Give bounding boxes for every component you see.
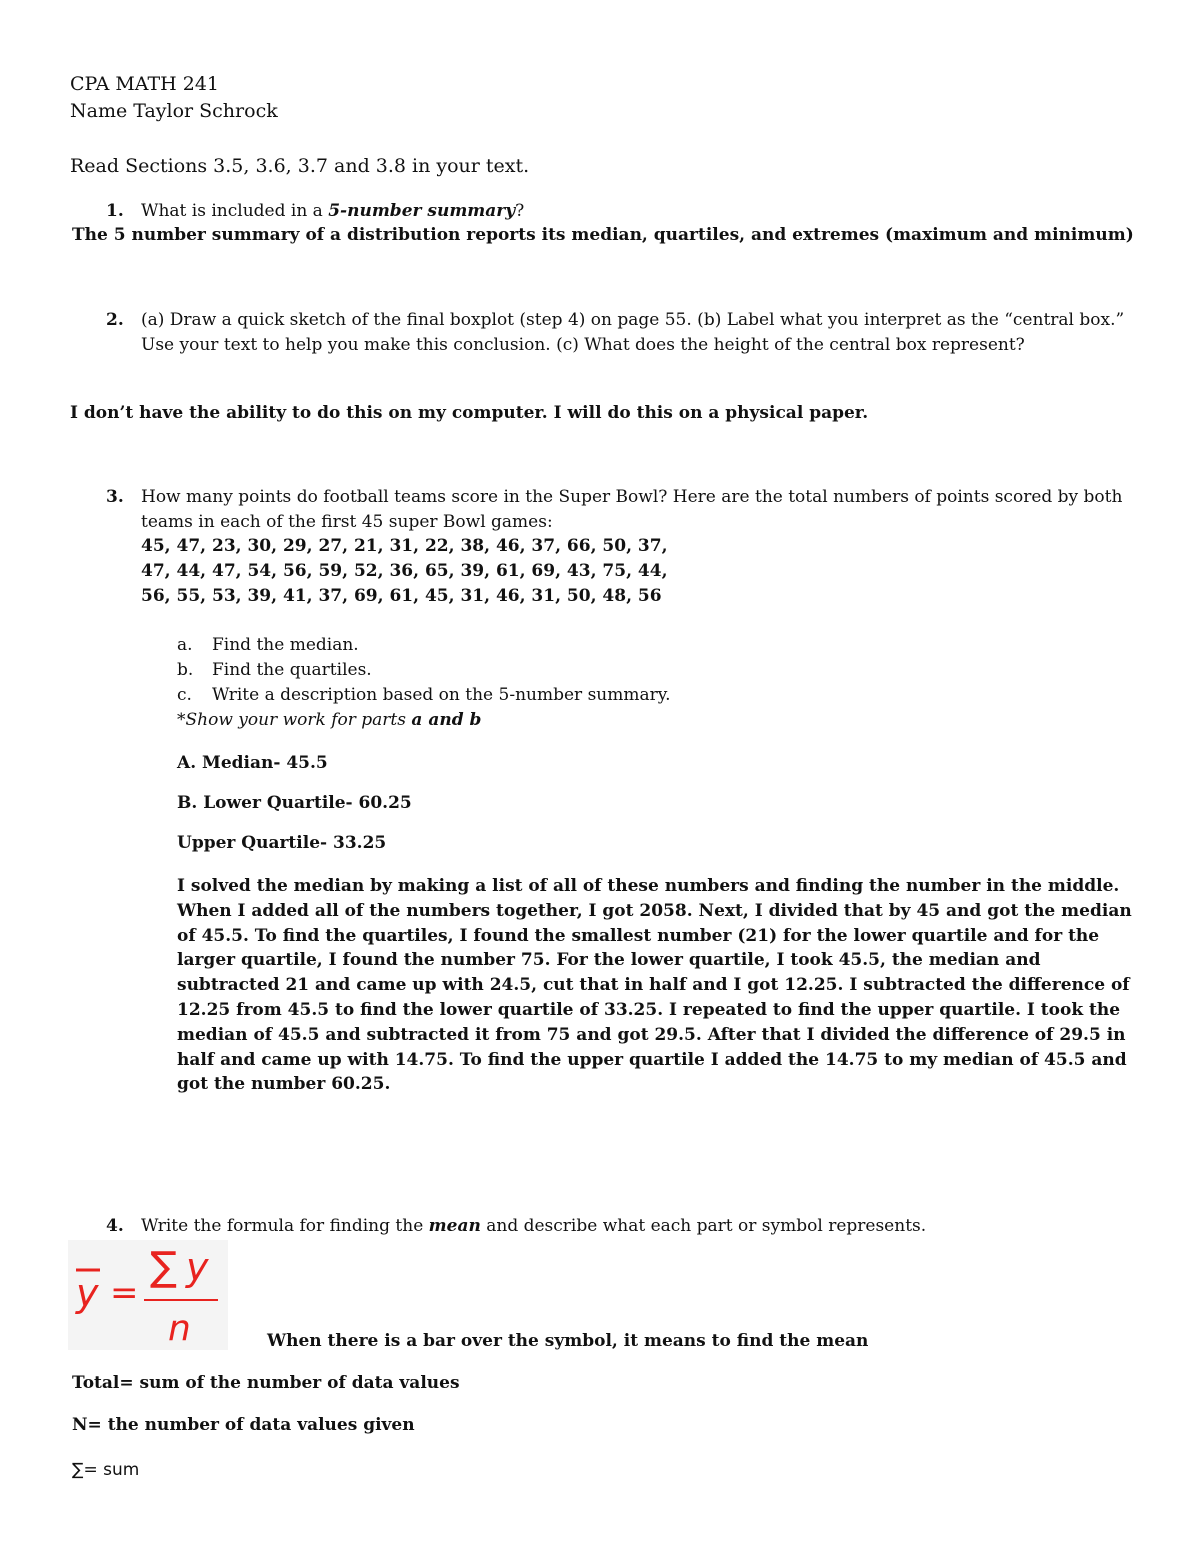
bar-note: When there is a bar over the symbol, it means to find the mean bbox=[267, 1331, 869, 1351]
work-explanation: I solved the median by making a list of all of these numbers and finding the number in the middle. When I added all of the numbers together, I got 2058. Next, I divided that by 45 and got the median of 45.5. To find the quartiles, I found the smallest number (21) for the lower quartile and for the larger quartile, I found the number 75. For the lower quartile, I took 45.5, the median and subtracted 21 and came up with 24.5, cut that in half and I got 12.25. I subtracted the difference of 12.25 from 45.5 to find the lower quartile of 33.25. I repeated to find the upper quartile. I took the median of 45.5 and subtracted it from 75 and got 29.5. After that I divided the difference of 29.5 in half and came up with 14.75. To find the upper quartile I added the 14.75 to my median of 45.5 and got the number 60.25. bbox=[177, 876, 1132, 1095]
question-1-prompt bbox=[141, 201, 524, 221]
formula-sigma: ∑ bbox=[150, 1244, 177, 1290]
question-1-prompt-text: What is included in a bbox=[141, 201, 329, 221]
question-2-line-1: (a) Draw a quick sketch of the final boxplot (step 4) on page 55. (b) Label what you interpret as the “central box.” bbox=[141, 310, 1125, 330]
formula-variable: y bbox=[186, 1245, 209, 1289]
show-work-note bbox=[177, 710, 481, 730]
question-3-line-1: How many points do football teams score in the Super Bowl? Here are the total numbers of points scored by both bbox=[141, 487, 1123, 507]
question-4-number: 4. bbox=[106, 1216, 124, 1236]
note-italic: Show your work for parts bbox=[185, 710, 412, 730]
part-b-text: Find the quartiles. bbox=[212, 660, 372, 680]
data-row-2: 47, 44, 47, 54, 56, 59, 52, 36, 65, 39, 61, 69, 43, 75, 44, bbox=[141, 561, 668, 581]
question-4-prompt-text: Write the formula for finding the bbox=[141, 1216, 429, 1236]
question-1-emphasis: 5-number summary bbox=[328, 201, 516, 221]
part-c-letter: c. bbox=[177, 685, 192, 705]
question-2-number: 2. bbox=[106, 310, 124, 330]
course-title: CPA MATH 241 bbox=[70, 73, 220, 95]
formula-lhs: y bbox=[76, 1271, 99, 1315]
answer-median: A. Median- 45.5 bbox=[177, 753, 328, 773]
data-row-3: 56, 55, 53, 39, 41, 37, 69, 61, 45, 31, 46, 31, 50, 48, 56 bbox=[141, 586, 662, 606]
total-definition: Total= sum of the number of data values bbox=[72, 1373, 460, 1393]
answer-lower-quartile: B. Lower Quartile- 60.25 bbox=[177, 793, 412, 813]
data-row-1: 45, 47, 23, 30, 29, 27, 21, 31, 22, 38, 46, 37, 66, 50, 37, bbox=[141, 536, 668, 556]
sigma-definition: ∑= sum bbox=[72, 1460, 140, 1480]
question-4-emphasis: mean bbox=[428, 1216, 481, 1236]
question-3-number: 3. bbox=[106, 487, 124, 507]
part-c-text: Write a description based on the 5-number summary. bbox=[212, 685, 671, 705]
part-a-letter: a. bbox=[177, 635, 193, 655]
question-4-prompt bbox=[141, 1216, 926, 1236]
note-prefix: * bbox=[177, 710, 186, 730]
n-definition: N= the number of data values given bbox=[72, 1415, 415, 1435]
formula-denominator: n bbox=[168, 1308, 191, 1349]
part-b-letter: b. bbox=[177, 660, 194, 680]
mean-formula-graphic bbox=[68, 1240, 228, 1350]
question-1-answer: The 5 number summary of a distribution reports its median, quartiles, and extremes (maximum and minimum) bbox=[72, 225, 1134, 245]
mean-formula bbox=[68, 1240, 228, 1350]
part-a-text: Find the median. bbox=[212, 635, 359, 655]
reading-instruction: Read Sections 3.5, 3.6, 3.7 and 3.8 in your text. bbox=[70, 155, 530, 177]
question-2-line-2: Use your text to help you make this conclusion. (c) What does the height of the central box represent? bbox=[141, 335, 1025, 355]
student-name: Name Taylor Schrock bbox=[70, 100, 278, 122]
formula-equals: = bbox=[110, 1273, 139, 1313]
question-1-prompt-end: ? bbox=[515, 201, 525, 221]
question-3-line-2: teams in each of the first 45 super Bowl games: bbox=[141, 512, 553, 532]
question-2-answer: I don’t have the ability to do this on my computer. I will do this on a physical paper. bbox=[70, 403, 869, 423]
question-4-prompt-end: and describe what each part or symbol represents. bbox=[480, 1216, 927, 1236]
answer-upper-quartile: Upper Quartile- 33.25 bbox=[177, 833, 387, 853]
note-bold: a and b bbox=[411, 710, 482, 730]
question-1-number: 1. bbox=[106, 201, 124, 221]
